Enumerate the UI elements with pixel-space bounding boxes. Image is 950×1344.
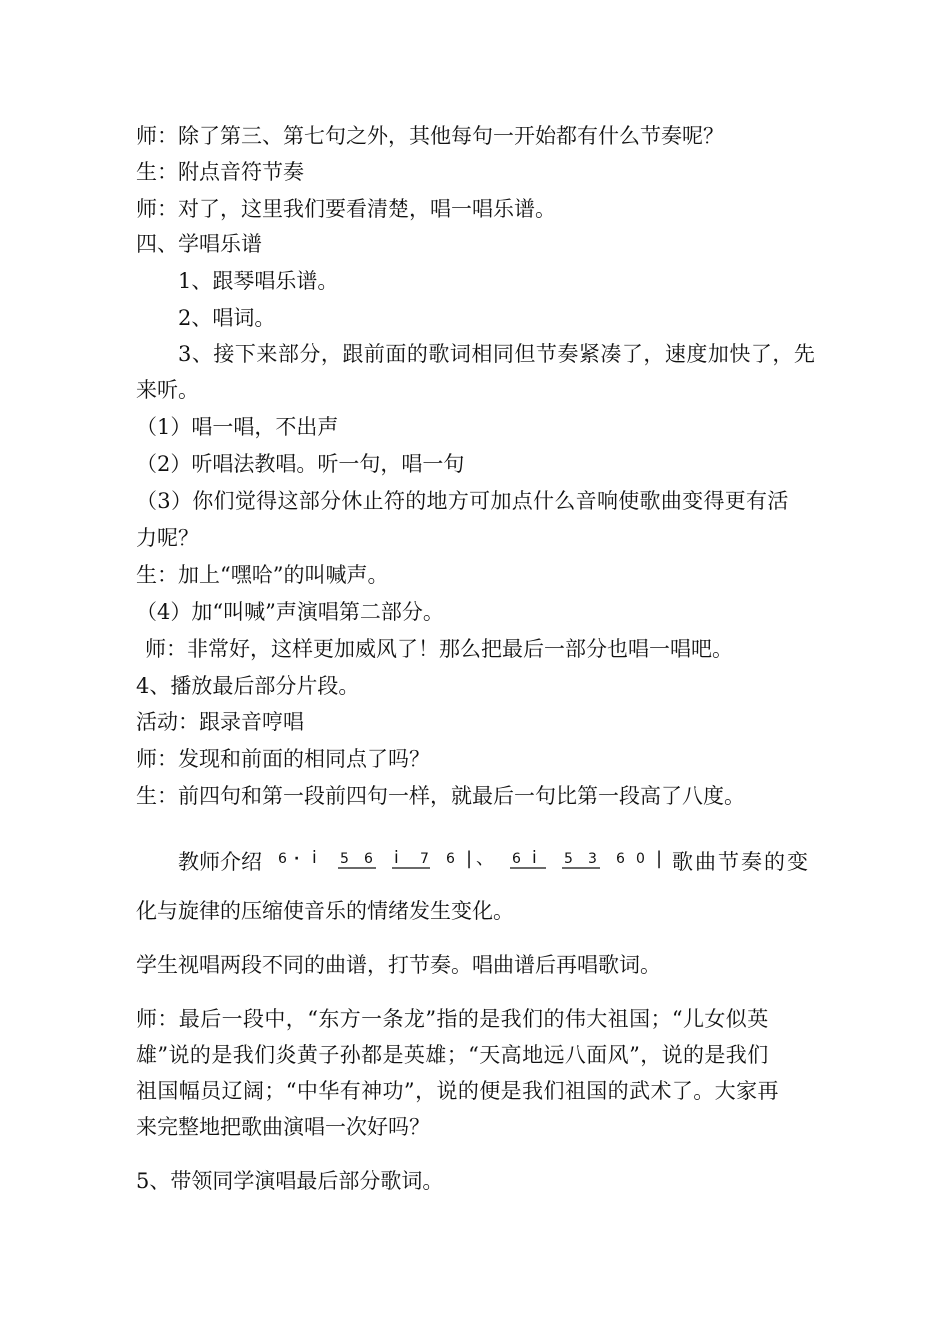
score-intro-line	[178, 838, 818, 878]
list-item: 3、接下来部分，跟前面的歌词相同但节奏紧凑了，速度加快了，先	[178, 342, 816, 366]
note: 6	[616, 851, 625, 867]
score-lead-text: 教师介绍	[178, 850, 262, 874]
barline: |	[466, 848, 473, 869]
note: 5	[340, 851, 349, 867]
note: i	[532, 848, 537, 868]
note: 0	[636, 851, 645, 867]
note: 7	[420, 851, 429, 867]
text-line: 师：发现和前面的相同点了吗？	[136, 747, 430, 771]
note: 6	[278, 851, 287, 867]
text-line: 活动：跟录音哼唱	[136, 710, 304, 734]
list-item: 2、唱词。	[178, 306, 276, 330]
text-line: 师：除了第三、第七句之外，其他每句一开始都有什么节奏呢？	[136, 124, 724, 148]
text-line: 生：前四句和第一段前四句一样，就最后一句比第一段高了八度。	[136, 784, 745, 808]
note: 6	[364, 851, 373, 867]
list-item: 4、播放最后部分片段。	[136, 674, 360, 698]
paragraph-line: 祖国幅员辽阔；“中华有神功”，说的便是我们祖国的武术了。大家再	[136, 1079, 779, 1103]
sub-item: （2）听唱法教唱。听一句，唱一句	[136, 452, 465, 476]
text-line: 生：附点音符节奏	[136, 160, 304, 184]
jianpu-notation	[276, 838, 672, 878]
sub-item: （4）加“叫喊”声演唱第二部分。	[136, 600, 444, 624]
text-line: 生：加上“嘿哈”的叫喊声。	[136, 563, 389, 587]
separator: 、	[476, 848, 494, 869]
paragraph-line: 5、带领同学演唱最后部分歌词。	[136, 1169, 444, 1193]
dot: ·	[294, 851, 300, 867]
text-line: 师：对了，这里我们要看清楚，唱一唱乐谱。	[136, 197, 556, 221]
sub-item: （1）唱一唱，不出声	[136, 415, 339, 439]
list-item: 1、跟琴唱乐谱。	[178, 269, 339, 293]
paragraph-line: 雄”说的是我们炎黄子孙都是英雄；“天高地远八面风”，说的是我们	[136, 1043, 769, 1067]
note: 5	[564, 851, 573, 867]
note: i	[312, 848, 317, 868]
text-line: 师：非常好，这样更加威风了！那么把最后一部分也唱一唱吧。	[145, 637, 733, 661]
barline: |	[656, 848, 663, 869]
sub-item: （3）你们觉得这部分休止符的地方可加点什么音响使歌曲变得更有活	[136, 489, 789, 513]
paragraph-line: 来完整地把歌曲演唱一次好吗？	[136, 1115, 430, 1139]
paragraph-line: 学生视唱两段不同的曲谱，打节奏。唱曲谱后再唱歌词。	[136, 953, 661, 977]
note: 6	[446, 851, 455, 867]
text-line: 力呢？	[136, 526, 199, 550]
note: 6	[512, 851, 521, 867]
paragraph-line: 师：最后一段中，“东方一条龙”指的是我们的伟大祖国；“儿女似英	[136, 1007, 769, 1031]
section-heading: 四、学唱乐谱	[136, 232, 262, 256]
note: i	[394, 848, 399, 868]
note: 3	[588, 851, 597, 867]
score-tail-text: 歌曲节奏的变	[672, 850, 810, 874]
text-line: 来听。	[136, 378, 199, 402]
paragraph-line: 化与旋律的压缩使音乐的情绪发生变化。	[136, 899, 514, 923]
